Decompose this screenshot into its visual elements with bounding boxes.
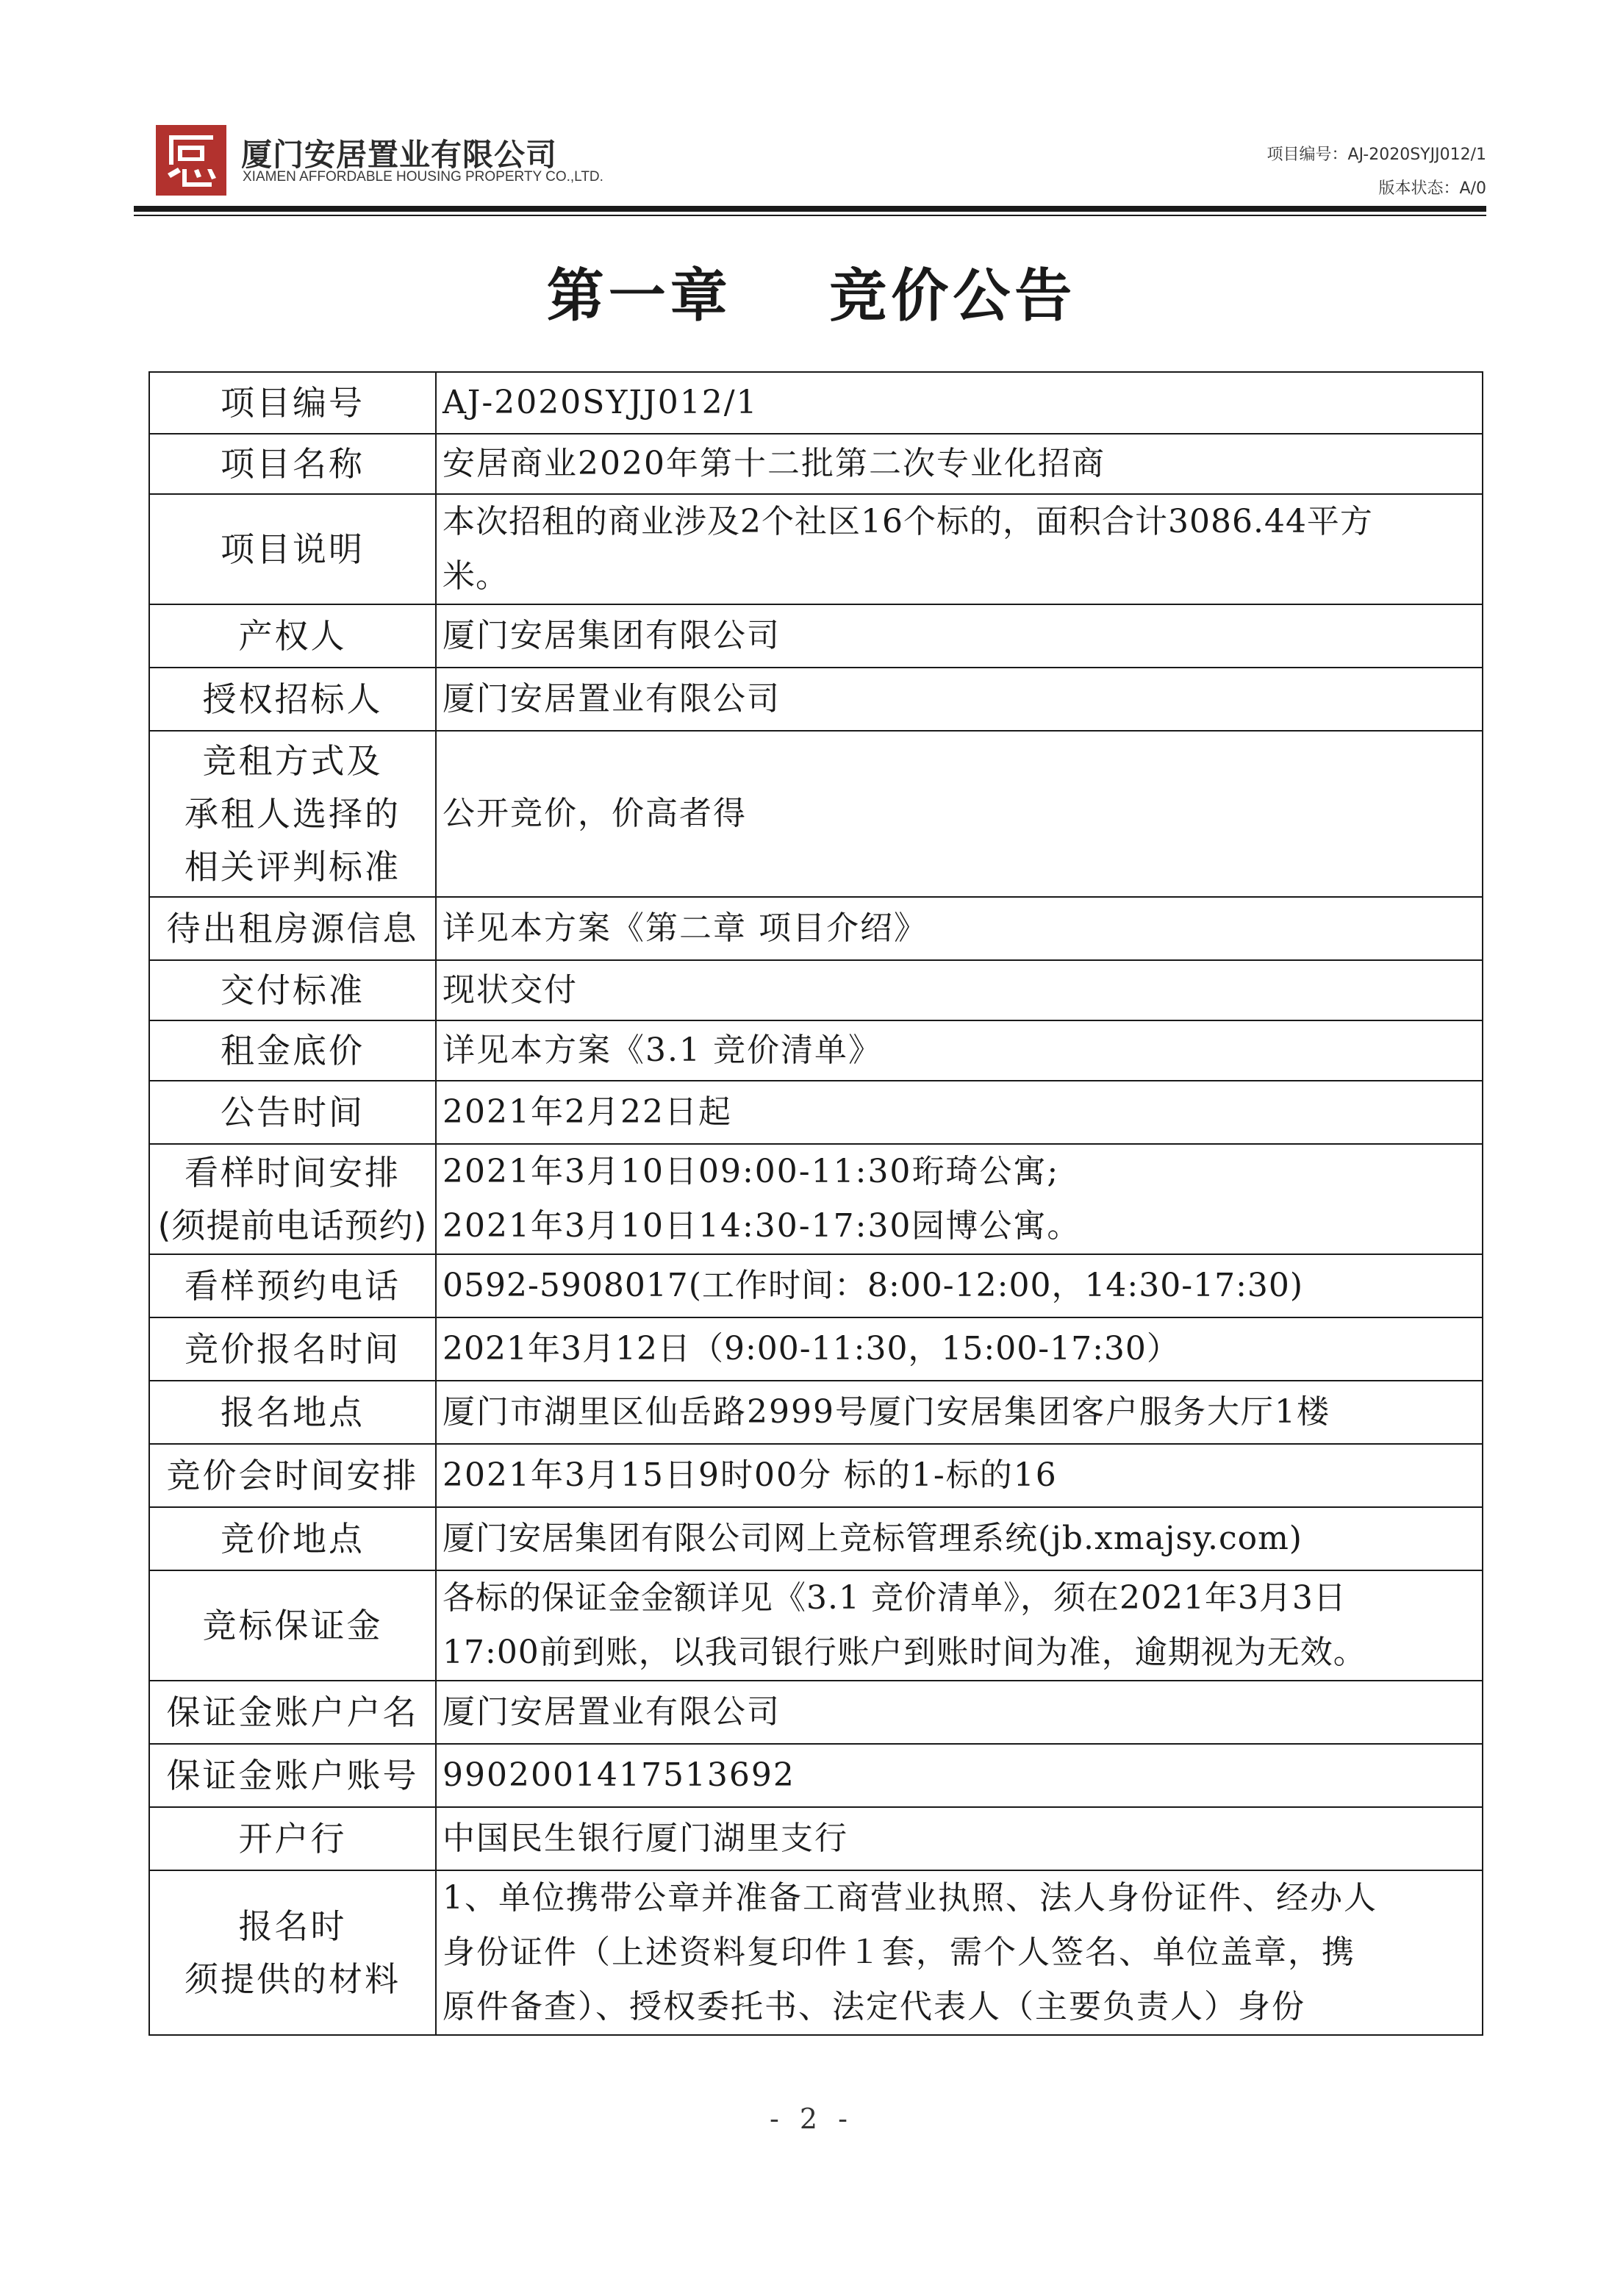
row-label-line: 待出租房源信息 <box>166 909 419 948</box>
row-value-line: 厦门安居集团有限公司 <box>443 617 781 654</box>
row-value <box>436 1144 1483 1254</box>
row-label <box>149 604 436 668</box>
row-label-line: 相关评判标准 <box>184 847 401 887</box>
row-value <box>436 731 1483 897</box>
header-rule-thin <box>134 215 1486 216</box>
row-label-line: 看样时间安排 <box>184 1153 401 1192</box>
table-row <box>149 604 1483 668</box>
chapter-title: 第一章 竞价公告 <box>546 263 1077 329</box>
announcement-table <box>148 371 1483 2036</box>
table-row <box>149 897 1483 960</box>
row-label <box>149 434 436 494</box>
row-value <box>436 1744 1483 1807</box>
row-value-line: 厦门安居置业有限公司 <box>443 1693 781 1731</box>
row-label-line: 公告时间 <box>221 1092 365 1132</box>
announcement-table-body <box>149 372 1483 2035</box>
row-label <box>149 1381 436 1444</box>
table-row <box>149 434 1483 494</box>
row-value-line: AJ-2020SYJJ012/1 <box>443 384 759 421</box>
row-label <box>149 1507 436 1570</box>
table-row <box>149 668 1483 731</box>
row-value <box>436 372 1483 434</box>
row-label-line: 保证金账户户名 <box>166 1692 419 1732</box>
row-value-line: 身份证件（上述资料复印件１套，需个人签名、单位盖章，携 <box>443 1934 1355 1971</box>
row-label <box>149 494 436 604</box>
table-row <box>149 372 1483 434</box>
company-name-cn: 厦门安居置业有限公司 <box>241 137 558 173</box>
row-value <box>436 1570 1483 1681</box>
row-label <box>149 1870 436 2035</box>
table-row <box>149 1444 1483 1507</box>
row-label-line: 竞价地点 <box>221 1519 365 1559</box>
table-row <box>149 1807 1483 1870</box>
row-value-line: 17:00前到账，以我司银行账户到账时间为准，逾期视为无效。 <box>443 1634 1366 1671</box>
version-status: 版本状态：A/0 <box>1378 179 1486 198</box>
row-value <box>436 1507 1483 1570</box>
company-name-en: XIAMEN AFFORDABLE HOUSING PROPERTY CO.,LTD. <box>243 169 603 185</box>
document-meta <box>1267 138 1486 206</box>
row-label-line: 保证金账户账号 <box>166 1756 419 1795</box>
row-value <box>436 1020 1483 1081</box>
row-label-line: 租金底价 <box>221 1031 365 1070</box>
table-row <box>149 1744 1483 1807</box>
row-value-line: 详见本方案《第二章 项目介绍》 <box>443 909 928 947</box>
row-value-line: 2021年3月10日14:30-17:30园博公寓。 <box>443 1207 1081 1245</box>
row-label <box>149 1081 436 1144</box>
page-header <box>134 118 1486 213</box>
row-value-line: 米。 <box>443 557 509 595</box>
row-value <box>436 1444 1483 1507</box>
table-row <box>149 1020 1483 1081</box>
table-row <box>149 1681 1483 1744</box>
row-label <box>149 1020 436 1081</box>
row-label <box>149 1744 436 1807</box>
row-label <box>149 1570 436 1681</box>
row-value-line: 2021年3月12日（9:00-11:30，15:00-17:30） <box>443 1330 1180 1367</box>
row-value <box>436 434 1483 494</box>
project-number: 项目编号：AJ-2020SYJJ012/1 <box>1266 146 1486 164</box>
row-label-line: 项目编号 <box>221 383 365 423</box>
row-value <box>436 1081 1483 1144</box>
row-value <box>436 1870 1483 2035</box>
row-label-line: 竞价会时间安排 <box>166 1456 419 1495</box>
table-row <box>149 1870 1483 2035</box>
row-value <box>436 604 1483 668</box>
row-label <box>149 731 436 897</box>
table-row <box>149 1144 1483 1254</box>
row-value <box>436 1254 1483 1317</box>
row-label <box>149 960 436 1020</box>
row-label <box>149 897 436 960</box>
row-label-line: 报名时 <box>238 1906 347 1946</box>
row-value-line: 2021年3月10日09:00-11:30珩琦公寓; <box>443 1153 1060 1190</box>
row-label-line: 竞价报名时间 <box>184 1329 401 1369</box>
row-value <box>436 960 1483 1020</box>
row-value <box>436 1681 1483 1744</box>
table-row <box>149 1570 1483 1681</box>
row-label-line: 竞租方式及 <box>202 741 383 781</box>
table-row <box>149 1381 1483 1444</box>
table-row <box>149 731 1483 897</box>
row-value <box>436 1317 1483 1381</box>
row-label <box>149 1807 436 1870</box>
table-row <box>149 1081 1483 1144</box>
row-value-line: 厦门安居集团有限公司网上竞标管理系统(jb.xmajsy.com) <box>443 1520 1303 1557</box>
row-label <box>149 1317 436 1381</box>
table-row <box>149 1317 1483 1381</box>
table-row <box>149 1507 1483 1570</box>
row-label-line: 授权招标人 <box>202 679 383 719</box>
row-value-line: 各标的保证金金额详见《3.1 竞价清单》，须在2021年3月3日 <box>443 1579 1347 1617</box>
row-value <box>436 668 1483 731</box>
row-value-line: 原件备查）、授权委托书、法定代表人（主要负责人）身份 <box>443 1988 1305 2025</box>
row-label <box>149 372 436 434</box>
row-value-line: 9902001417513692 <box>443 1756 795 1794</box>
row-label <box>149 668 436 731</box>
table-row <box>149 1254 1483 1317</box>
row-label-line: 竞标保证金 <box>202 1606 383 1645</box>
row-label-line: 产权人 <box>238 616 347 656</box>
row-value-line: 1、单位携带公章并准备工商营业执照、法人身份证件、经办人 <box>443 1879 1377 1917</box>
row-label-line: (须提前电话预约) <box>157 1206 428 1245</box>
row-value <box>436 494 1483 604</box>
row-value <box>436 1807 1483 1870</box>
row-value <box>436 1381 1483 1444</box>
row-label <box>149 1254 436 1317</box>
row-value-line: 2021年2月22日起 <box>443 1093 732 1131</box>
row-value-line: 本次招租的商业涉及2个社区16个标的，面积合计3086.44平方 <box>443 503 1373 540</box>
row-value-line: 0592-5908017(工作时间：8:00-12:00，14:30-17:30) <box>443 1267 1304 1304</box>
row-value-line: 2021年3月15日9时00分 标的1-标的16 <box>443 1456 1058 1494</box>
row-label <box>149 1444 436 1507</box>
row-value-line: 厦门安居置业有限公司 <box>443 680 781 718</box>
row-label-line: 项目名称 <box>221 444 365 484</box>
header-rule-thick <box>134 206 1486 212</box>
row-label-line: 须提供的材料 <box>184 1959 401 1999</box>
row-label-line: 项目说明 <box>221 529 365 569</box>
row-label-line: 开户行 <box>238 1819 347 1859</box>
row-value <box>436 897 1483 960</box>
page-number: - 2 - <box>769 2103 853 2135</box>
row-value-line: 安居商业2020年第十二批第二次专业化招商 <box>443 445 1106 482</box>
row-value-line: 中国民生银行厦门湖里支行 <box>443 1820 848 1857</box>
table-row <box>149 494 1483 604</box>
row-value-line: 现状交付 <box>443 971 578 1009</box>
table-row <box>149 960 1483 1020</box>
row-label <box>149 1681 436 1744</box>
company-logo-icon <box>156 125 226 196</box>
row-label <box>149 1144 436 1254</box>
row-value-line: 公开竞价，价高者得 <box>443 795 747 832</box>
row-label-line: 承租人选择的 <box>184 794 401 834</box>
row-label-line: 交付标准 <box>221 970 365 1010</box>
row-value-line: 详见本方案《3.1 竞价清单》 <box>443 1031 882 1069</box>
row-label-line: 看样预约电话 <box>184 1266 401 1306</box>
row-label-line: 报名地点 <box>221 1392 365 1432</box>
row-value-line: 厦门市湖里区仙岳路2999号厦门安居集团客户服务大厅1楼 <box>443 1393 1330 1431</box>
